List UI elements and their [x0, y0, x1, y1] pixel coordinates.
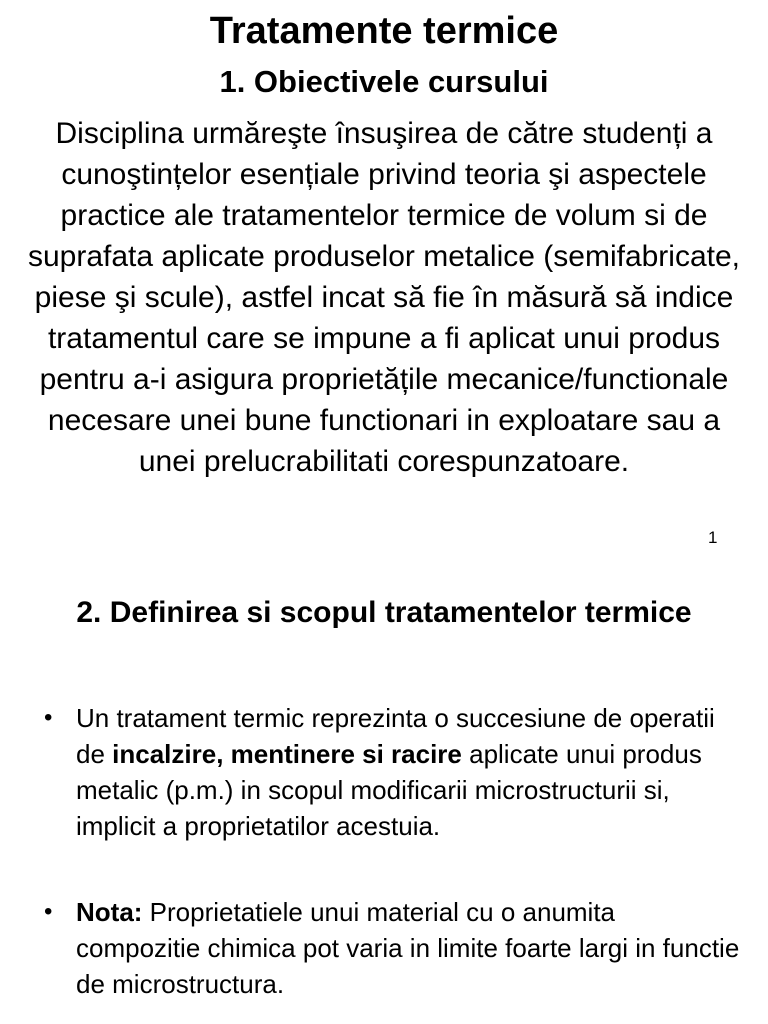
bullet-icon: •	[44, 704, 53, 731]
bullet-icon: •	[44, 898, 53, 925]
note-label: Nota:	[76, 897, 143, 927]
section-heading-objectives: 1. Obiectivele cursului	[219, 64, 549, 99]
slide-2	[0, 580, 768, 1024]
bullet-bold-text: incalzire, mentinere si racire	[112, 739, 462, 769]
note-text: Proprietatiele unui material cu o anumita compozitie chimica pot varia in limite foarte largi in functie de microstructura.	[76, 897, 740, 999]
objectives-paragraph: Disciplina urmăreşte însuşirea de către studenți a cunoştințelor esențiale privind teoria şi aspectele practice ale tratamentelor termice de volum si de suprafata aplicate produselor metalice (semifabricate, piese şi scule), astfel incat să fie în măsură să indice tratamentul care se impune a fi aplicat unui produs pentru a-i asigura proprietățile mecanice/functionale necesare unei bune functionari in exploatare sau a unei prelucrabilitati corespunzatoare.	[27, 117, 741, 478]
bullet-text-end: aplicate unui produs metalic (p.m.) in scopul modificarii microstructurii si, implicit a proprietatilor acestuia.	[76, 739, 702, 841]
list-item	[40, 700, 740, 844]
page-number: 1	[708, 528, 718, 547]
bullet-text-start: Un tratament termic reprezinta o succesiune de operatii de	[76, 703, 715, 769]
slide-title: Tratamente termice	[209, 10, 559, 52]
list-item	[40, 894, 740, 1002]
section-heading-definition: 2. Definirea si scopul tratamentelor termice	[76, 596, 692, 629]
bullet-list	[40, 700, 740, 1002]
